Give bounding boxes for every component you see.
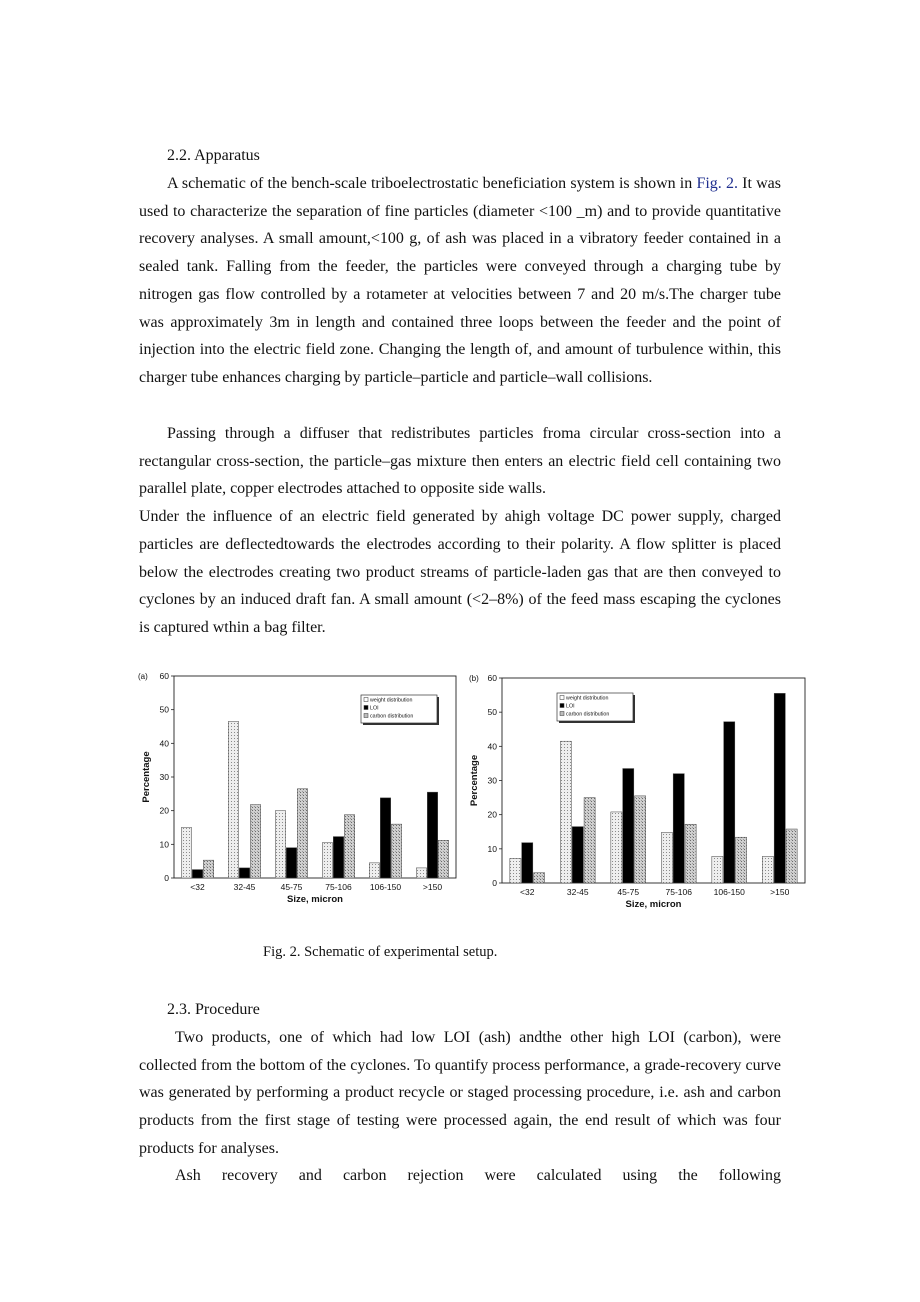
legend-label: weight distribution xyxy=(370,697,413,704)
y-tick-label: 0 xyxy=(492,878,497,888)
y-tick-label: 30 xyxy=(487,775,497,786)
bar-carbon-distribution-3 xyxy=(685,824,696,883)
bar-carbon-distribution-4 xyxy=(391,824,401,878)
section-title-procedure: 2.3. Procedure xyxy=(167,1001,260,1018)
legend-label: weight distribution xyxy=(566,695,609,702)
apparatus-p1-rest: It was used to characterize the separation of fine particles (diameter <100 _m) and to provide quantitative recovery analyses. A small amount,<100 g, of ash was placed in a vibratory feeder contained in a sealed tank. Falling from the feeder, the particles were conveyed through a charging tube by nitrogen gas flow controlled by a rotameter at velocities between 7 and 20 m/s.The charger tube was approximately 3m in length and contained three loops between the feeder and the point of injection into the electric field zone. Changing the length of, and amount of turbulence within, this charger tube enhances charging by particle–particle and particle–wall collisions. xyxy=(139,175,782,386)
y-tick-label: 60 xyxy=(159,671,169,681)
figure-caption: Fig. 2. Schematic of experimental setup. xyxy=(263,944,498,960)
x-tick-label: <32 xyxy=(190,882,205,892)
y-tick-label: 10 xyxy=(159,839,169,850)
legend-label: LOI xyxy=(566,703,575,710)
y-tick-label: 20 xyxy=(487,809,497,820)
legend-swatch xyxy=(560,704,564,708)
bar-carbon-distribution-1 xyxy=(584,798,595,883)
bar-LOI-5 xyxy=(427,792,437,878)
bar-weight-distribution-3 xyxy=(661,832,672,883)
y-tick-label: 40 xyxy=(159,738,169,749)
x-tick-label: 106-150 xyxy=(713,887,745,897)
bar-LOI-3 xyxy=(673,774,684,883)
bar-weight-distribution-0 xyxy=(181,828,191,879)
x-tick-label: 45-75 xyxy=(617,887,640,897)
section-title-apparatus: 2.2. Apparatus xyxy=(167,147,260,164)
y-tick-label: 50 xyxy=(487,707,497,718)
panel-label: (b) xyxy=(469,674,479,683)
bar-carbon-distribution-3 xyxy=(344,815,354,878)
procedure-p2-text: Ash recovery and carbon rejection were calculated using the following xyxy=(175,1167,781,1184)
x-tick-label: 106-150 xyxy=(369,882,402,892)
apparatus-paragraph-1 xyxy=(139,170,781,392)
bar-weight-distribution-2 xyxy=(275,811,285,878)
plot-frame xyxy=(502,678,805,883)
x-axis-label: Size, micron xyxy=(287,894,343,905)
bar-weight-distribution-3 xyxy=(322,843,332,878)
apparatus-paragraph-2 xyxy=(139,420,781,642)
bar-LOI-1 xyxy=(572,827,583,883)
legend-swatch xyxy=(364,714,368,718)
bar-weight-distribution-2 xyxy=(611,812,622,883)
x-tick-label: 75-106 xyxy=(665,887,692,897)
bar-weight-distribution-1 xyxy=(560,741,571,883)
panel-label: (a) xyxy=(138,672,148,681)
apparatus-p2-b: Under the influence of an electric field generated by ahigh voltage DC power supply, charged particles are deflectedtowards the electrodes according to their polarity. A flow splitter is placed below the electrodes creating two product streams of particle-laden gas that are then conveyed to cyclones by an induced draft fan. A small amount (<2–8%) of the feed mass escaping the cyclones is captured wthin a bag filter. xyxy=(139,508,781,636)
y-tick-label: 50 xyxy=(159,704,169,715)
bar-LOI-0 xyxy=(192,870,202,878)
y-tick-label: 0 xyxy=(164,873,169,883)
bar-weight-distribution-1 xyxy=(228,721,238,878)
legend-label: carbon distribution xyxy=(370,713,414,720)
figure-charts xyxy=(132,666,822,916)
chart-panel-a xyxy=(138,671,456,905)
bar-carbon-distribution-2 xyxy=(297,789,307,878)
legend-swatch xyxy=(364,706,368,710)
y-axis-label: Percentage xyxy=(141,751,152,803)
bar-carbon-distribution-0 xyxy=(534,873,545,883)
procedure-p1-text: Two products, one of which had low LOI (ash) andthe other high LOI (carbon), were collected from the bottom of the cyclones. To quantify process performance, a grade-recovery curve was generated by performing a product recycle or staged processing procedure, i.e. ash and carbon products from the first stage of testing were processed again, the end result of which was four products for analyses. xyxy=(139,1029,781,1157)
bar-LOI-4 xyxy=(380,798,390,878)
x-tick-label: >150 xyxy=(770,887,790,897)
bar-carbon-distribution-5 xyxy=(786,829,797,883)
legend-label: carbon distribution xyxy=(566,711,610,718)
x-tick-label: 75-106 xyxy=(325,882,352,892)
bar-LOI-2 xyxy=(286,848,296,878)
y-tick-label: 40 xyxy=(487,741,497,752)
legend-swatch xyxy=(560,712,564,716)
bar-carbon-distribution-1 xyxy=(250,805,260,878)
bar-LOI-0 xyxy=(522,843,533,883)
legend-label: LOI xyxy=(370,705,379,712)
bar-weight-distribution-5 xyxy=(762,856,773,883)
bar-carbon-distribution-0 xyxy=(203,860,213,878)
legend-swatch xyxy=(364,698,368,702)
procedure-paragraph-1 xyxy=(139,1024,781,1163)
y-axis-label: Percentage xyxy=(469,754,480,807)
y-tick-label: 10 xyxy=(487,843,497,854)
x-tick-label: <32 xyxy=(520,887,535,897)
x-axis-label: Size, micron xyxy=(625,899,682,910)
bar-carbon-distribution-5 xyxy=(438,840,448,878)
chart-panel-b xyxy=(469,673,805,910)
bar-LOI-3 xyxy=(333,837,343,878)
x-tick-label: 32-45 xyxy=(566,887,589,897)
x-tick-label: >150 xyxy=(422,882,443,892)
y-tick-label: 60 xyxy=(487,673,497,683)
y-tick-label: 30 xyxy=(159,772,169,782)
y-tick-label: 20 xyxy=(159,805,169,816)
apparatus-p1-start: A schematic of the bench-scale triboelectrostatic beneficiation system is shown in xyxy=(167,175,697,192)
apparatus-p2-a: Passing through a diffuser that redistributes particles froma circular cross-section into a rectangular cross-section, the particle–gas mixture then enters an electric field cell containing two parallel plate, copper electrodes attached to opposite side walls. xyxy=(139,425,781,498)
bar-LOI-2 xyxy=(623,769,634,883)
legend-swatch xyxy=(560,696,564,700)
bar-LOI-1 xyxy=(239,868,249,878)
bar-weight-distribution-5 xyxy=(416,868,426,878)
bar-weight-distribution-0 xyxy=(510,858,521,883)
bar-weight-distribution-4 xyxy=(712,856,723,883)
bar-carbon-distribution-2 xyxy=(635,796,646,883)
procedure-paragraph-2 xyxy=(139,1162,781,1190)
bar-weight-distribution-4 xyxy=(369,863,379,878)
bar-carbon-distribution-4 xyxy=(736,837,747,883)
bar-LOI-5 xyxy=(774,693,785,883)
x-tick-label: 45-75 xyxy=(280,882,303,892)
x-tick-label: 32-45 xyxy=(233,882,256,892)
figure-link[interactable]: Fig. 2. xyxy=(696,175,738,192)
bar-LOI-4 xyxy=(724,722,735,883)
